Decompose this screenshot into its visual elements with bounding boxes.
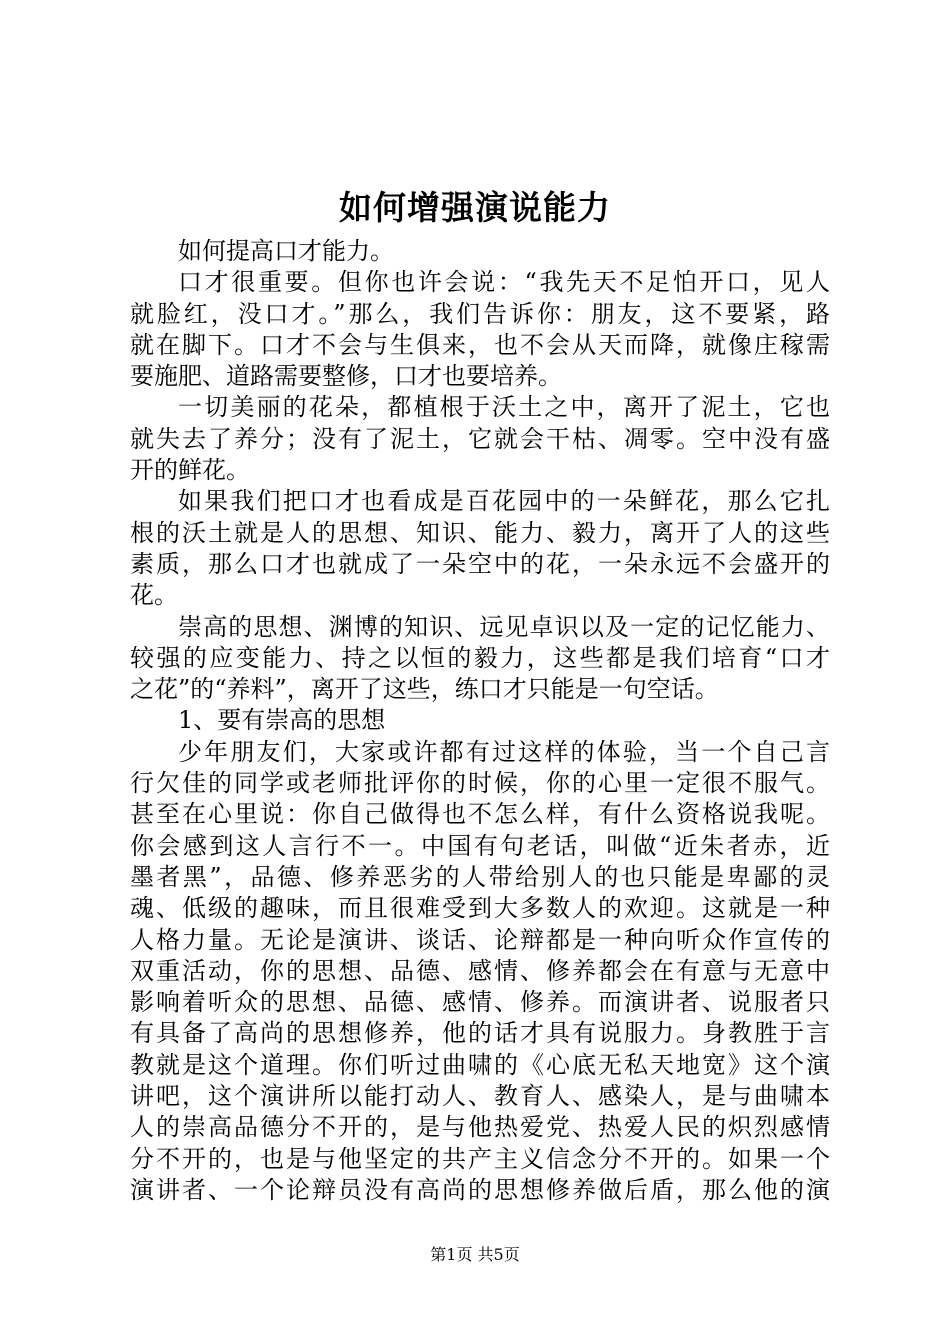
paragraph-line: 墨者黑”，品德、修养恶劣的人带给别人的也只能是卑鄙的灵 <box>130 862 830 891</box>
paragraph-line: 行欠佳的同学或老师批评你的时候，你的心里一定很不服气。 <box>130 769 830 798</box>
paragraph-line: 你会感到这人言行不一。中国有句老话，叫做“近朱者赤，近 <box>130 831 830 860</box>
paragraph-line: 之花”的“养料”，离开了这些，练口才只能是一句空话。 <box>130 675 719 704</box>
paragraph-line: 素质，那么口才也就成了一朵空中的花，一朵永远不会盛开的 <box>130 549 830 578</box>
paragraph-line: 演讲者、一个论辩员没有高尚的思想修养做后盾，那么他的演 <box>130 1175 830 1204</box>
paragraph-line: 就脸红，没口才。”那么，我们告诉你：朋友，这不要紧，路 <box>130 299 830 328</box>
paragraph-line: 较强的应变能力、持之以恒的毅力，这些都是我们培育“口才 <box>130 643 830 672</box>
page-number-footer: 第1页 共5页 <box>430 1245 520 1264</box>
paragraph-line: 少年朋友们，大家或许都有过这样的体验，当一个自己言 <box>178 737 830 766</box>
paragraph-line: 就失去了养分；没有了泥土，它就会干枯、凋零。空中没有盛 <box>130 424 830 453</box>
paragraph-line: 如果我们把口才也看成是百花园中的一朵鲜花，那么它扎 <box>178 487 830 516</box>
paragraph-line: 分不开的，也是与他坚定的共产主义信念分不开的。如果一个 <box>130 1144 830 1173</box>
paragraph-line: 如何提高口才能力。 <box>178 237 394 265</box>
paragraph-line: 甚至在心里说：你自己做得也不怎么样，有什么资格说我呢。 <box>130 800 830 829</box>
paragraph-line: 教就是这个道理。你们听过曲啸的《心底无私天地宽》这个演 <box>130 1050 830 1079</box>
paragraph-line: 讲吧，这个演讲所以能打动人、教育人、感染人，是与曲啸本 <box>130 1082 830 1111</box>
paragraph-line: 花。 <box>130 581 178 610</box>
paragraph-line: 人格力量。无论是演讲、谈话、论辩都是一种向听众作宣传的 <box>130 925 830 954</box>
paragraph-line: 就在脚下。口才不会与生俱来，也不会从天而降，就像庄稼需 <box>130 330 830 359</box>
paragraph-line: 双重活动，你的思想、品德、感情、修养都会在有意与无意中 <box>130 956 830 985</box>
document-title: 如何增强演说能力 <box>339 188 611 227</box>
paragraph-line: 口才很重要。但你也许会说：“我先天不足怕开口，见人 <box>178 268 830 297</box>
paragraph-line: 崇高的思想、渊博的知识、远见卓识以及一定的记忆能力、 <box>178 612 830 641</box>
paragraph-line: 人的崇高品德分不开的，是与他热爱党、热爱人民的炽烈感情 <box>130 1113 830 1142</box>
section-heading: 1、要有崇高的思想 <box>178 706 386 735</box>
paragraph-line: 要施肥、道路需要整修，口才也要培养。 <box>130 362 562 391</box>
paragraph-line: 开的鲜花。 <box>130 456 250 485</box>
paragraph-line: 魂、低级的趣味，而且很难受到大多数人的欢迎。这就是一种 <box>130 894 830 923</box>
document-body <box>130 236 830 1206</box>
paragraph-line: 一切美丽的花朵，都植根于沃土之中，离开了泥土，它也 <box>178 393 830 422</box>
paragraph-line: 有具备了高尚的思想修养，他的话才具有说服力。身教胜于言 <box>130 1019 830 1048</box>
paragraph-line: 影响着听众的思想、品德、感情、修养。而演讲者、说服者只 <box>130 988 830 1017</box>
paragraph-line: 根的沃土就是人的思想、知识、能力、毅力，离开了人的这些 <box>130 518 830 547</box>
